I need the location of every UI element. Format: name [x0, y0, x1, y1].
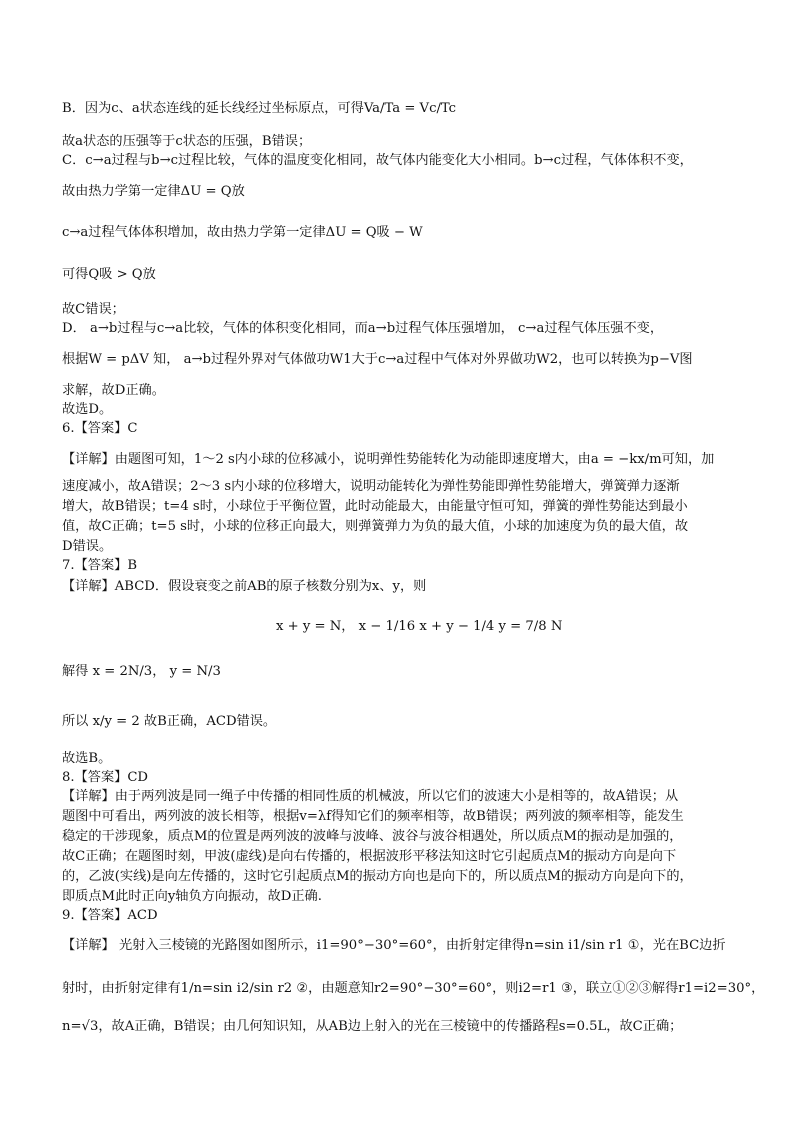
text-line: 稳定的干涉现象，质点M的位置是两列波的波峰与波峰、波谷与波谷相遇处，所以质点M的振动是加强的， [62, 829, 683, 844]
text-line: 【详解】 光射入三棱镜的光路图如图所示，i1=90°−30°=60°，由折射定律得n=sin i1/sin r1 ①，光在BC边折 [62, 938, 726, 953]
text-line: 故a状态的压强等于c状态的压强，B错误； [62, 134, 312, 149]
text-line: 速度减小，故A错误；2～3 s内小球的位移增大，说明动能转化为弹性势能即弹性势能增大，弹簧弹力逐渐 [62, 479, 680, 494]
text-line: 【详解】由于两列波是同一绳子中传播的相同性质的机械波，所以它们的波速大小是相等的，故A错误；从 [62, 789, 679, 804]
section-heading: 7.【答案】B [62, 558, 138, 573]
section-heading: 6.【答案】C [62, 421, 138, 436]
section-heading: 8.【答案】CD [62, 770, 148, 785]
equation: x + y = N， x − 1/16 x + y − 1/4 y = 7/8 N [276, 619, 563, 634]
text-line: 故C正确；在题图时刻，甲波(虚线)是向右传播的，根据波形平移法知这时它引起质点M的振动方向是向下 [62, 849, 677, 864]
text-line: 根据W = pΔV 知， a→b过程外界对气体做功W1大于c→a过程中气体对外界做功W2，也可以转换为p−V图 [62, 352, 693, 367]
text-line: 值，故C正确；t=5 s时，小球的位移正向最大，则弹簧弹力为负的最大值，小球的加速度为负的最大值，故 [62, 519, 689, 534]
text-line: 故由热力学第一定律ΔU = Q放 [62, 184, 245, 199]
text-line: 可得Q吸 > Q放 [62, 267, 156, 282]
text-line: 【详解】由题图可知，1～2 s内小球的位移减小，说明弹性势能转化为动能即速度增大，由a = −kx/m可知，加 [62, 452, 715, 467]
text-line: c→a过程气体体积增加，故由热力学第一定律ΔU = Q吸 − W [62, 225, 423, 240]
text-line: 题图中可看出，两列波的波长相等，根据v=λf得知它们的频率相等，故B错误；两列波的频率相等，能发生 [62, 809, 684, 824]
text-line: 故选D。 [62, 402, 113, 417]
section-heading: 9.【答案】ACD [62, 908, 158, 923]
text-line: D． a→b过程与c→a比较，气体的体积变化相同，而a→b过程气体压强增加， c→a过程气体压强不变， [62, 321, 664, 336]
text-line: 所以 x/y = 2 故B正确，ACD错误。 [62, 714, 277, 729]
text-line: 射时，由折射定律有1/n=sin i2/sin r2 ②，由题意知r2=90°−30°=60°，则i2=r1 ③，联立①②③解得r1=i2=30°， [62, 981, 765, 996]
text-line: 【详解】ABCD．假设衰变之前AB的原子核数分别为x、y，则 [62, 579, 427, 594]
text-line: C．c→a过程与b→c过程比较，气体的温度变化相同，故气体内能变化大小相同。b→c过程，气体体积不变， [62, 153, 693, 168]
text-line: 的，乙波(实线)是向左传播的，这时它引起质点M的振动方向也是向下的，所以质点M的振动方向是向下的， [62, 869, 693, 884]
text-line: 解得 x = 2N/3， y = N/3 [62, 664, 221, 679]
text-line: B．因为c、a状态连线的延长线经过坐标原点，可得Va/Ta = Vc/Tc [62, 101, 457, 116]
text-line: 故C错误； [62, 302, 125, 317]
text-line: 求解，故D正确。 [62, 383, 165, 398]
text-line: 即质点M此时正向y轴负方向振动，故D正确. [62, 889, 322, 904]
text-line: n=√3，故A正确，B错误；由几何知识知，从AB边上射入的光在三棱镜中的传播路程s=0.5L，故C正确； [62, 1019, 683, 1034]
text-line: 故选B。 [62, 751, 112, 766]
text-line: 增大，故B错误；t=4 s时，小球位于平衡位置，此时动能最大，由能量守恒可知，弹簧的弹性势能达到最小 [62, 499, 688, 514]
text-line: D错误。 [62, 539, 113, 554]
